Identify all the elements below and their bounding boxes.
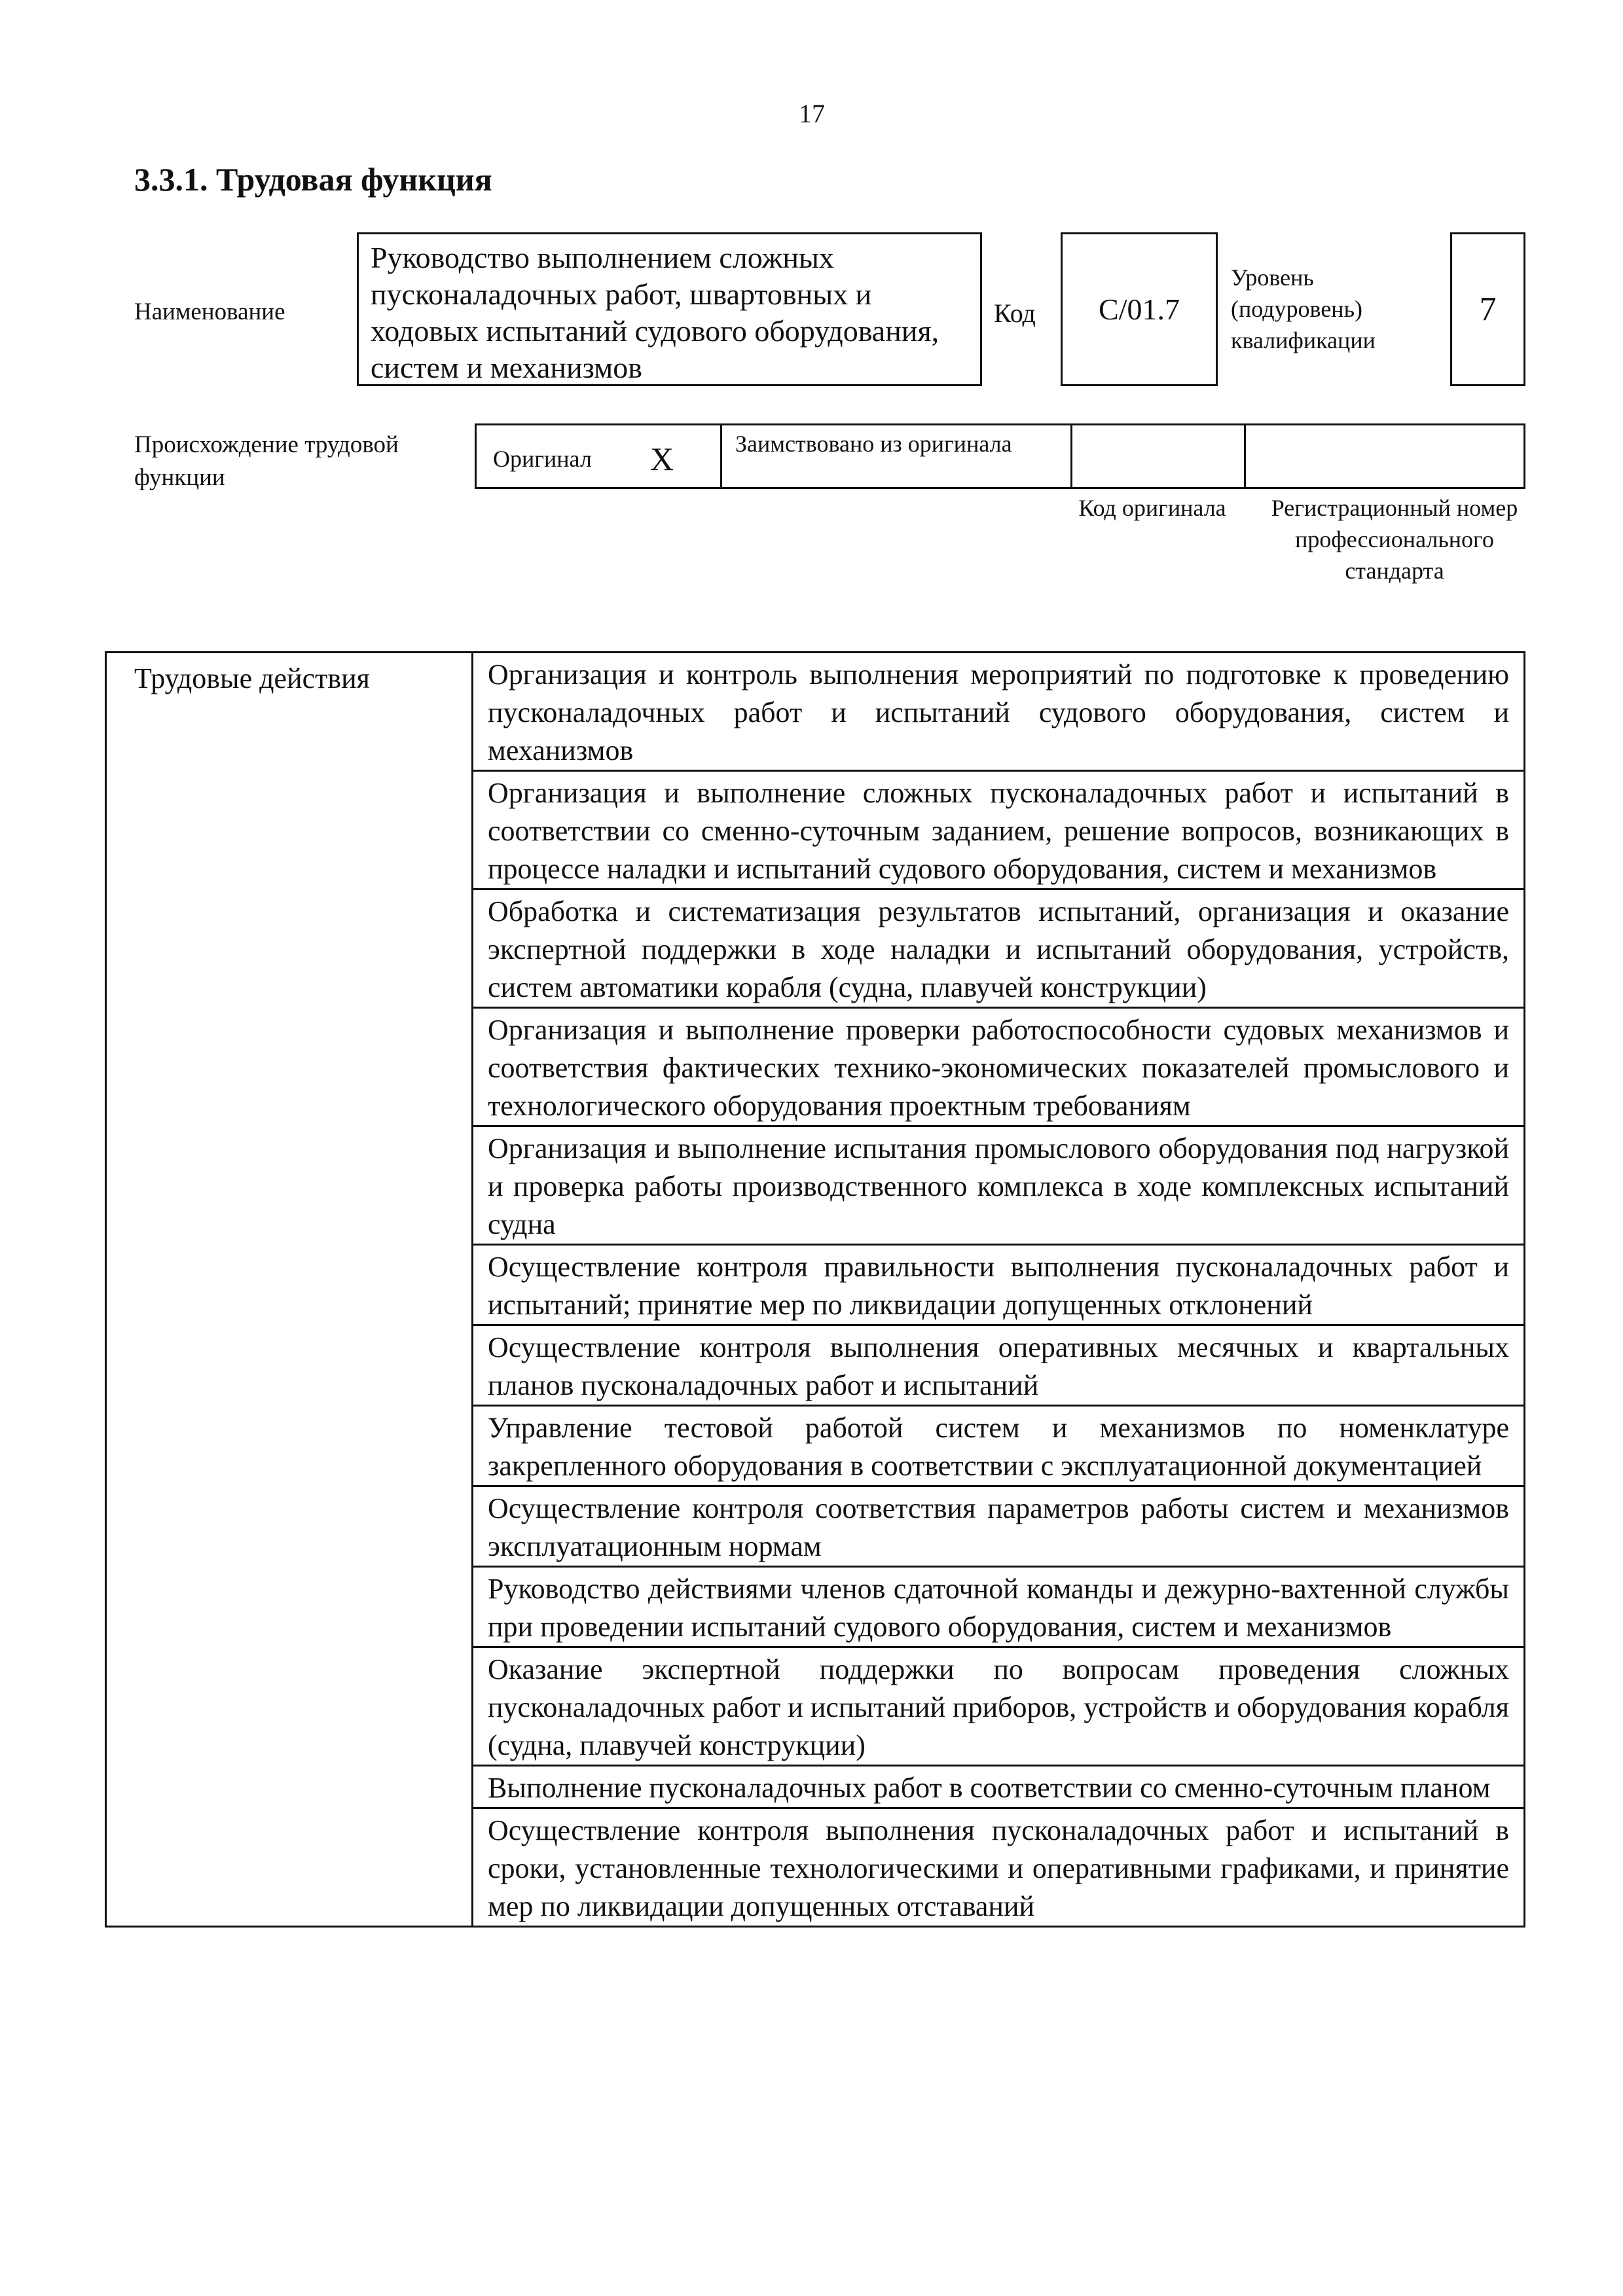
origin-code-cell bbox=[1072, 425, 1246, 487]
labor-action-item: Оказание экспертной поддержки по вопросам проведения сложных пусконаладочных работ и испытаний приборов, устройств и оборудования корабля (судна, плавучей конструкции) bbox=[473, 1647, 1525, 1766]
labor-action-item: Руководство действиями членов сдаточной команды и дежурно-вахтенной службы при проведении испытаний судового оборудования, систем и механизмов bbox=[473, 1567, 1525, 1647]
registration-number-caption: Регистрационный номер профессионального стандарта bbox=[1271, 495, 1518, 584]
section-title: 3.3.1. Трудовая функция bbox=[134, 161, 492, 198]
code-label: Код bbox=[994, 298, 1036, 328]
origin-borrowed-cell bbox=[722, 425, 1072, 487]
labor-action-item: Организация и выполнение испытания промыслового оборудования под нагрузкой и проверка работы производственного комплекса в ходе комплексных испытаний судна bbox=[473, 1126, 1525, 1245]
original-mark: X bbox=[650, 440, 674, 477]
page-number: 17 bbox=[799, 99, 825, 128]
function-code-value: C/01.7 bbox=[1061, 232, 1218, 386]
origin-reg-number-cell bbox=[1246, 425, 1523, 487]
origin-table bbox=[475, 423, 1525, 489]
origin-label: Происхождение трудовой функции bbox=[134, 431, 399, 491]
labor-action-item: Организация и контроль выполнения мероприятий по подготовке к проведению пусконаладочных работ и испытаний судового оборудования, систем и механизмов bbox=[473, 653, 1525, 771]
labor-action-item: Осуществление контроля выполнения пусконаладочных работ и испытаний в сроки, установленные технологическими и оперативными графиками, и принятие мер по ликвидации допущенных отставаний bbox=[473, 1808, 1525, 1927]
labor-action-item: Обработка и систематизация результатов испытаний, организация и оказание экспертной поддержки в ходе наладки и испытаний оборудования, устройств, систем автоматики корабля (судна, плавучей конструкции) bbox=[473, 889, 1525, 1008]
labor-action-item: Организация и выполнение сложных пусконаладочных работ и испытаний в соответствии со сменно-суточным заданием, решение вопросов, возникающих в процессе наладки и испытаний судового оборудования, систем и механизмов bbox=[473, 771, 1525, 889]
table-row bbox=[106, 653, 1525, 771]
labor-action-item: Осуществление контроля соответствия параметров работы систем и механизмов эксплуатационным нормам bbox=[473, 1486, 1525, 1567]
labor-actions-table bbox=[105, 651, 1525, 1928]
origin-original-cell bbox=[477, 425, 722, 487]
labor-action-item: Управление тестовой работой систем и механизмов по номенклатуре закрепленного оборудования в соответствии с эксплуатационной документацией bbox=[473, 1406, 1525, 1486]
name-label: Наименование bbox=[134, 298, 285, 325]
labor-action-item: Осуществление контроля выполнения оперативных месячных и квартальных планов пусконаладочных работ и испытаний bbox=[473, 1325, 1525, 1406]
labor-action-item: Организация и выполнение проверки работоспособности судовых механизмов и соответствия фактических технико-экономических показателей промыслового и технологического оборудования проектным требованиям bbox=[473, 1008, 1525, 1126]
function-name-value: Руководство выполнением сложных пусконаладочных работ, швартовных и ходовых испытаний судового оборудования, систем и механизмов bbox=[357, 232, 982, 386]
qualification-level-label: Уровень (подуровень) квалификации bbox=[1231, 264, 1376, 353]
borrowed-label: Заимствовано из оригинала bbox=[735, 431, 1012, 457]
labor-action-item: Осуществление контроля правильности выполнения пусконаладочных работ и испытаний; принятие мер по ликвидации допущенных отклонений bbox=[473, 1245, 1525, 1325]
origin-code-caption: Код оригинала bbox=[1078, 495, 1226, 521]
labor-actions-heading: Трудовые действия bbox=[106, 653, 473, 1927]
qualification-level-value: 7 bbox=[1450, 232, 1525, 386]
labor-action-item: Выполнение пусконаладочных работ в соответствии со сменно-суточным планом bbox=[473, 1766, 1525, 1808]
original-label: Оригинал bbox=[493, 446, 592, 472]
